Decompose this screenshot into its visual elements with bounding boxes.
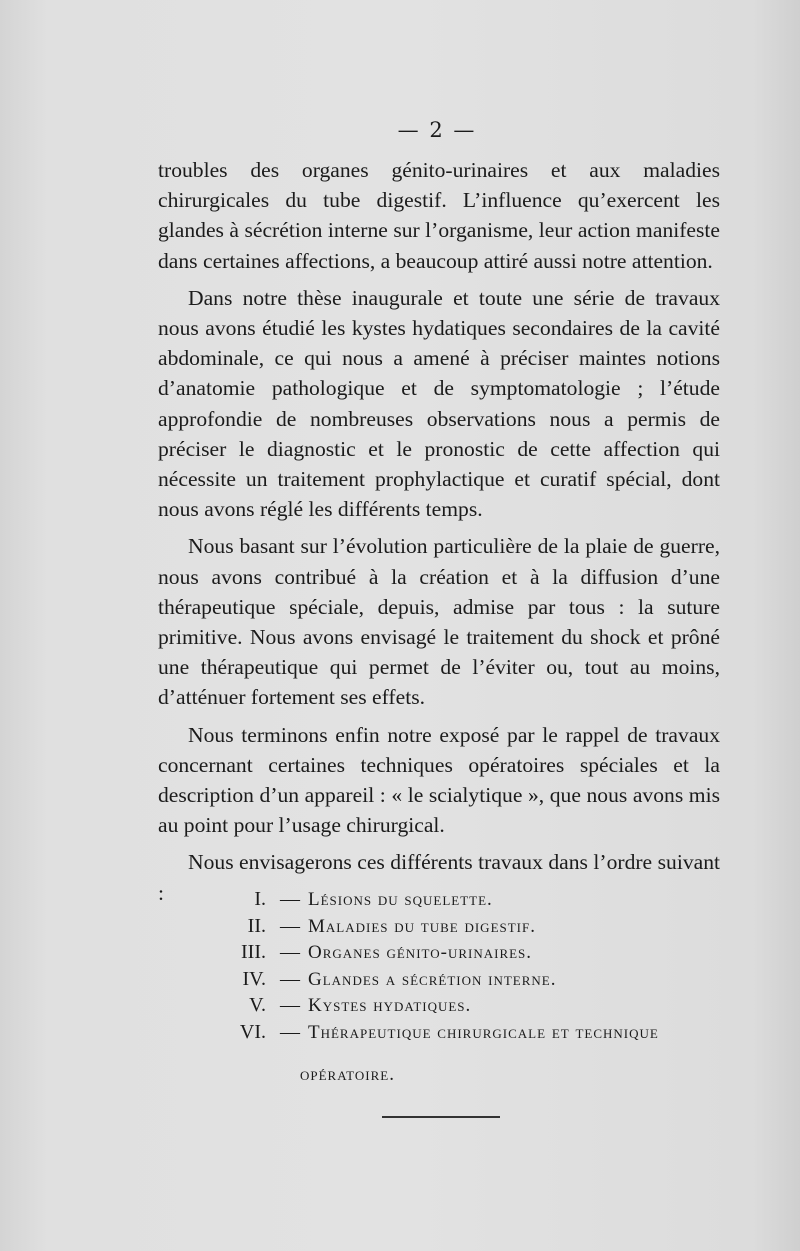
toc-number: III. [241,941,266,963]
paragraph: Nous envisagerons ces différents travaux dans l’ordre suivant : [158,850,720,905]
toc-item [218,968,728,995]
paragraph: troubles des organes génito-urinaires et aux maladies chirurgicales du tube digestif. L’influence qu’exercent les glandes à sécrétion interne sur l’organisme, leur action manifeste dans certaines affections, a beaucoup attiré aussi notre attention. [158,158,720,273]
toc-dash: — [280,967,300,990]
toc-item [218,915,728,942]
toc-label: Glandes a sécrétion interne. [308,968,557,990]
toc-label: Lésions du squelette. [308,889,493,910]
toc-label: Kystes hydatiques. [308,995,472,1016]
toc-item [218,1021,728,1048]
paragraph: Nous terminons enfin notre exposé par le rappel de travaux concernant certaines techniques opératoires spéciales et la description d’un appareil : « le scialytique », que nous avons mis au point pour l’usage chirurgical. [158,722,720,838]
page-number: — 2 — [397,118,477,142]
toc-dash: — [280,994,300,1016]
toc-label: Thérapeutique chirurgicale et technique [308,1021,659,1043]
toc-item [218,941,728,968]
toc-item [218,994,728,1021]
closing-rule [382,1116,500,1118]
toc-label: Organes génito-urinaires. [308,942,533,963]
paragraph: Nous basant sur l’évolution particulière de la plaie de guerre, nous avons contribué à la création et à la diffusion d’une thérapeutique spéciale, depuis, admise par tous : la suture primitive. Nous avons envisagé le traitement du shock et prôné une thérapeutique qui permet de l’éviter ou, tout au moins, d’atténuer fortement ses effets. [158,534,720,710]
toc-number: I. [254,888,266,910]
table-of-contents [218,888,728,1047]
toc-number: V. [249,994,266,1016]
toc-number: IV. [242,967,266,990]
toc-label: Maladies du tube digestif. [308,915,536,937]
body-text [158,155,720,915]
toc-dash: — [280,941,300,963]
toc-dash: — [280,1020,300,1043]
toc-number: II. [247,914,266,937]
toc-dash: — [280,914,300,937]
toc-dash: — [280,888,300,910]
toc-number: VI. [239,1020,266,1043]
toc-label-continuation: opératoire. [300,1064,395,1085]
paragraph: Dans notre thèse inaugurale et toute une série de travaux nous avons étudié les kystes hydatiques secondaires de la cavité abdominale, ce qui nous a amené à préciser maintes notions d’anatomie pathologique et de symptomatologie ; l’étude approfondie de nombreuses observations nous a permis de préciser le diagnostic et le pronostic de cette affection qui nécessite un traitement prophylactique et curatif spécial, dont nous avons réglé les différents temps. [158,285,720,522]
toc-item [218,888,728,915]
